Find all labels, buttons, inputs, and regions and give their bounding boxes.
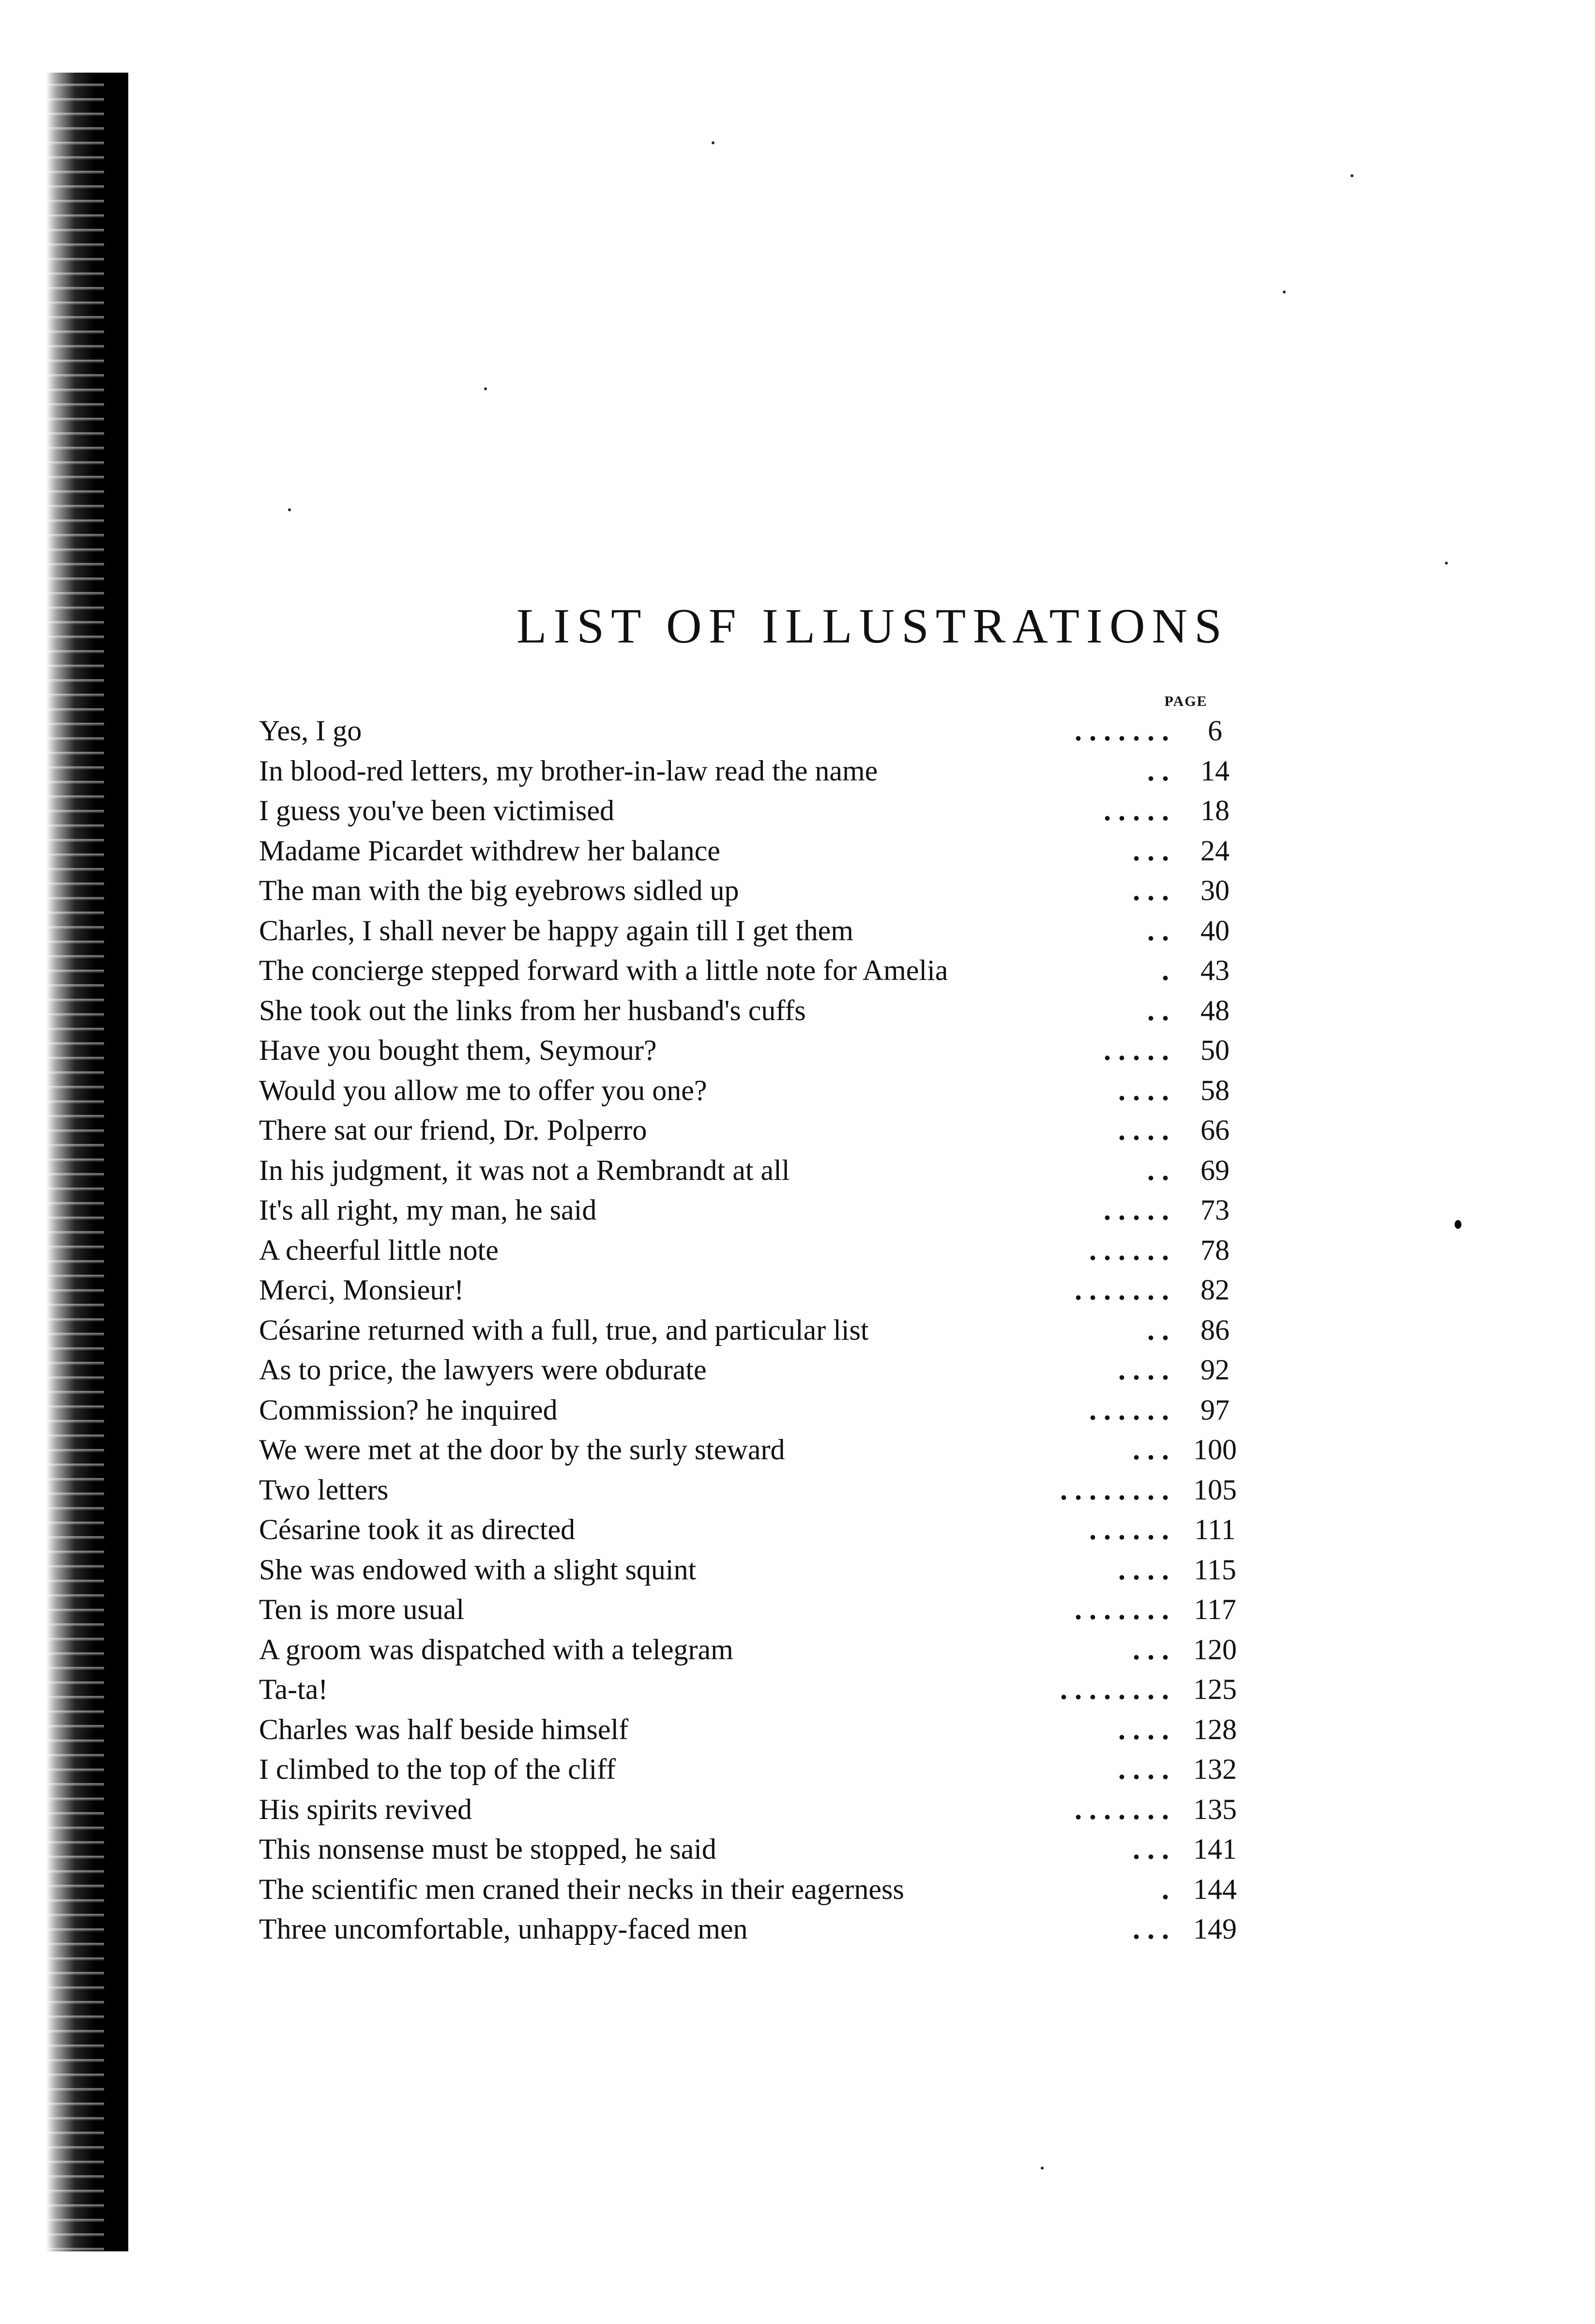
illustration-entry — [259, 991, 1251, 1031]
dot-leader: . . . . . . . — [1075, 715, 1169, 747]
scan-speck — [712, 141, 714, 144]
illustration-entry — [259, 1510, 1251, 1550]
illustration-caption: Have you bought them, Seymour? — [259, 1034, 657, 1066]
illustration-caption: It's all right, my man, he said — [259, 1194, 597, 1226]
dot-leader: . . — [1147, 914, 1169, 947]
illustration-caption: Yes, I go — [259, 715, 362, 747]
illustration-page-number: 18 — [1200, 795, 1230, 826]
illustration-page-number: 69 — [1200, 1154, 1230, 1186]
illustration-entry — [259, 911, 1251, 951]
illustration-entry — [259, 711, 1251, 751]
scan-speck — [1445, 562, 1448, 565]
dot-leader: . . . — [1133, 1434, 1169, 1466]
illustration-caption: I climbed to the top of the cliff — [259, 1753, 616, 1785]
scan-speck — [484, 387, 487, 390]
illustration-caption: Three uncomfortable, unhappy-faced men — [259, 1913, 748, 1945]
illustration-entry — [259, 1749, 1251, 1789]
dot-leader: . — [1162, 954, 1169, 986]
dot-leader: . . . . . . . — [1075, 1274, 1169, 1306]
illustration-caption: Charles was half beside himself — [259, 1713, 629, 1745]
illustration-entry — [259, 871, 1251, 911]
illustration-page-number: 128 — [1193, 1713, 1237, 1745]
illustration-caption: A cheerful little note — [259, 1234, 499, 1266]
illustration-page-number: 43 — [1200, 954, 1230, 986]
illustration-page-number: 125 — [1193, 1673, 1237, 1705]
illustration-entry — [259, 1270, 1251, 1310]
illustration-entry — [259, 1789, 1251, 1830]
illustration-caption: A groom was dispatched with a telegram — [259, 1633, 733, 1666]
illustration-entry — [259, 950, 1251, 991]
illustration-entry — [259, 1030, 1251, 1070]
illustration-caption: As to price, the lawyers were obdurate — [259, 1354, 707, 1386]
illustration-entry — [259, 1070, 1251, 1111]
illustration-caption: Two letters — [259, 1473, 389, 1506]
scan-speck — [1455, 1220, 1461, 1229]
illustration-caption: In blood-red letters, my brother-in-law read the name — [259, 754, 878, 787]
illustration-entry — [259, 1470, 1251, 1510]
illustration-caption: The scientific men craned their necks in their eagerness — [259, 1873, 904, 1905]
scan-speck — [1283, 290, 1286, 293]
illustration-page-number: 135 — [1193, 1793, 1237, 1825]
dot-leader: . . . — [1133, 874, 1169, 906]
illustration-entry — [259, 1710, 1251, 1750]
illustration-page-number: 100 — [1193, 1434, 1237, 1466]
illustration-entry — [259, 1630, 1251, 1670]
illustration-caption: Would you allow me to offer you one? — [259, 1074, 707, 1106]
illustration-caption: She took out the links from her husband's cuffs — [259, 994, 806, 1026]
illustration-caption: Ta-ta! — [259, 1673, 328, 1705]
illustration-caption: The man with the big eyebrows sidled up — [259, 874, 739, 906]
illustration-caption: Charles, I shall never be happy again till I get them — [259, 914, 853, 947]
dot-leader: . . . . . . — [1089, 1393, 1169, 1426]
illustration-page-number: 141 — [1193, 1833, 1237, 1865]
illustration-entry — [259, 1230, 1251, 1270]
page-column-header: PAGE — [1164, 693, 1208, 709]
page-title-text: LIST OF ILLUSTRATIONS — [516, 599, 1229, 654]
dot-leader: . — [1162, 1873, 1169, 1905]
illustration-page-number: 24 — [1200, 834, 1230, 867]
illustration-page-number: 50 — [1200, 1034, 1230, 1066]
dot-leader: . . . . . — [1104, 795, 1169, 826]
illustration-entry — [259, 1110, 1251, 1150]
dot-leader: . . . . — [1118, 1354, 1169, 1386]
illustration-caption: In his judgment, it was not a Rembrandt at all — [259, 1154, 790, 1186]
dot-leader: . . . . — [1118, 1553, 1169, 1586]
illustration-caption: This nonsense must be stopped, he said — [259, 1833, 716, 1865]
illustration-entry — [259, 1190, 1251, 1230]
illustration-page-number: 111 — [1194, 1514, 1236, 1545]
dot-leader: . . . . . . — [1089, 1514, 1169, 1545]
dot-leader: . . . — [1133, 834, 1169, 867]
illustration-entry — [259, 831, 1251, 871]
illustration-caption: His spirits revived — [259, 1793, 472, 1825]
page-title — [0, 598, 1387, 655]
illustration-page-number: 105 — [1193, 1473, 1237, 1506]
illustration-page-number: 78 — [1200, 1234, 1230, 1266]
illustration-page-number: 30 — [1200, 874, 1230, 906]
illustration-page-number: 48 — [1200, 994, 1230, 1026]
illustration-entry — [259, 1669, 1251, 1710]
illustration-caption: Madame Picardet withdrew her balance — [259, 834, 720, 867]
illustration-entry — [259, 751, 1251, 791]
scan-speck — [1041, 2167, 1044, 2170]
illustration-page-number: 6 — [1208, 715, 1222, 747]
dot-leader: . . — [1147, 994, 1169, 1026]
illustrations-list — [259, 711, 1251, 1949]
illustration-page-number: 58 — [1200, 1074, 1230, 1106]
dot-leader: . . . . . — [1104, 1034, 1169, 1066]
dot-leader: . . . — [1133, 1833, 1169, 1865]
binding-edge-texture — [46, 73, 104, 2251]
dot-leader: . . . — [1133, 1633, 1169, 1666]
illustration-page-number: 86 — [1200, 1314, 1230, 1346]
illustration-entry — [259, 1590, 1251, 1630]
illustration-entry — [259, 1350, 1251, 1390]
illustration-entry — [259, 1430, 1251, 1470]
illustration-caption: Ten is more usual — [259, 1593, 465, 1625]
illustration-page-number: 117 — [1194, 1593, 1236, 1625]
dot-leader: . . . . . . . — [1075, 1793, 1169, 1825]
illustration-entry — [259, 1310, 1251, 1350]
illustration-page-number: 40 — [1200, 914, 1230, 947]
dot-leader: . . . . — [1118, 1074, 1169, 1106]
illustration-entry — [259, 1869, 1251, 1910]
illustration-entry — [259, 1390, 1251, 1430]
illustration-page-number: 149 — [1193, 1913, 1237, 1945]
illustration-page-number: 82 — [1200, 1274, 1230, 1306]
illustration-entry — [259, 1150, 1251, 1191]
illustration-caption: Commission? he inquired — [259, 1393, 558, 1426]
illustration-caption: There sat our friend, Dr. Polperro — [259, 1114, 647, 1146]
illustration-page-number: 97 — [1200, 1393, 1230, 1426]
illustration-page-number: 73 — [1200, 1194, 1230, 1226]
illustration-page-number: 115 — [1194, 1553, 1236, 1586]
illustration-entry — [259, 1909, 1251, 1949]
illustration-caption: Césarine returned with a full, true, and particular list — [259, 1314, 869, 1346]
illustration-page-number: 92 — [1200, 1354, 1230, 1386]
dot-leader: . . — [1147, 1314, 1169, 1346]
illustration-page-number: 132 — [1193, 1753, 1237, 1785]
illustration-page-number: 66 — [1200, 1114, 1230, 1146]
dot-leader: . . . . . . . . — [1060, 1673, 1169, 1705]
illustration-page-number: 144 — [1193, 1873, 1237, 1905]
dot-leader: . . . . — [1118, 1713, 1169, 1745]
scan-speck — [288, 508, 291, 511]
dot-leader: . . — [1147, 1154, 1169, 1186]
scan-speck — [1351, 174, 1353, 177]
illustration-entry — [259, 791, 1251, 831]
dot-leader: . . . . . — [1104, 1194, 1169, 1226]
dot-leader: . . . — [1133, 1913, 1169, 1945]
dot-leader: . . — [1147, 754, 1169, 787]
illustration-page-number: 120 — [1193, 1633, 1237, 1666]
dot-leader: . . . . . . . — [1075, 1593, 1169, 1625]
dot-leader: . . . . . . — [1089, 1234, 1169, 1266]
illustration-entry — [259, 1550, 1251, 1590]
illustration-page-number: 14 — [1200, 754, 1230, 787]
dot-leader: . . . . — [1118, 1753, 1169, 1785]
illustration-caption: We were met at the door by the surly steward — [259, 1434, 785, 1466]
dot-leader: . . . . — [1118, 1114, 1169, 1146]
illustration-caption: She was endowed with a slight squint — [259, 1553, 697, 1586]
dot-leader: . . . . . . . . — [1060, 1473, 1169, 1506]
illustration-caption: Merci, Monsieur! — [259, 1274, 464, 1306]
illustration-entry — [259, 1829, 1251, 1869]
illustration-caption: Césarine took it as directed — [259, 1514, 576, 1545]
illustration-caption: I guess you've been victimised — [259, 795, 614, 826]
illustration-caption: The concierge stepped forward with a little note for Amelia — [259, 954, 948, 986]
